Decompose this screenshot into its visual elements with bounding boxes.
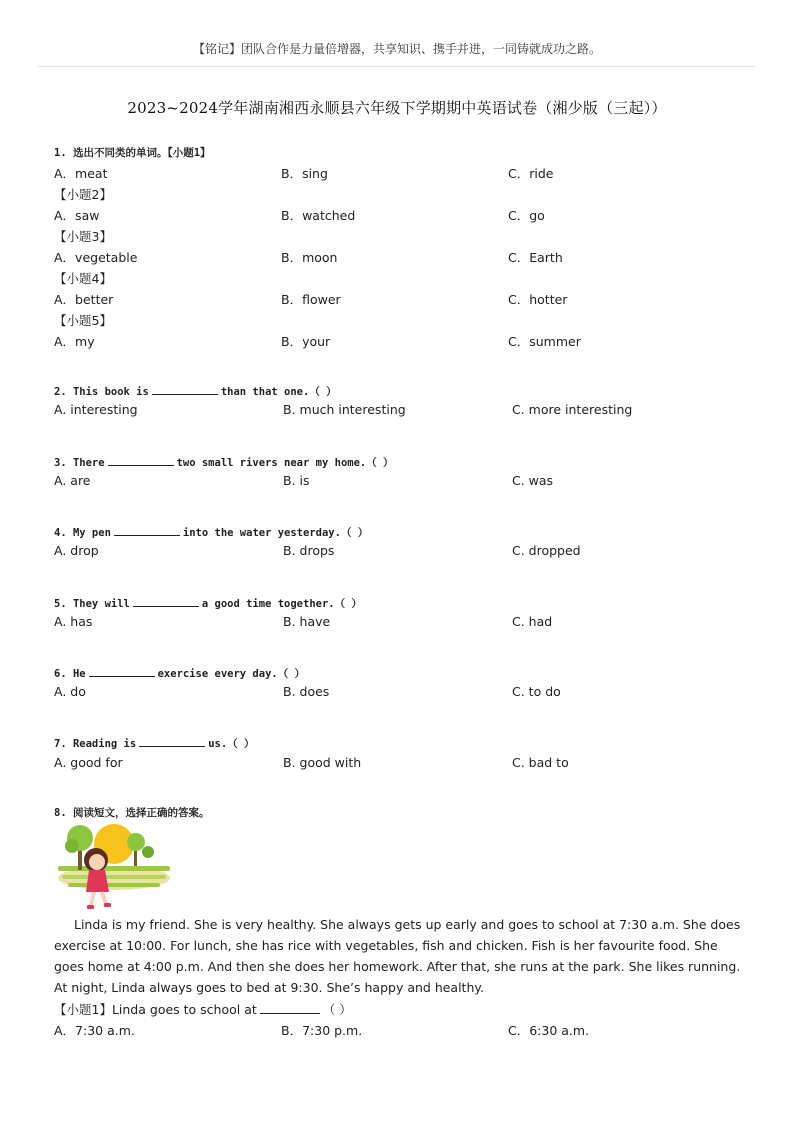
- q2-options: [0, 402, 794, 418]
- answer-blank: [133, 595, 199, 607]
- q3-options: [0, 473, 794, 489]
- tree-crown: [65, 839, 79, 853]
- q1-group-3-options: [0, 248, 794, 264]
- option-a[interactable]: A．my: [54, 334, 95, 349]
- q5-options: [0, 614, 794, 630]
- question-6-stem: [54, 665, 305, 681]
- option-b[interactable]: B. have: [283, 614, 331, 629]
- question-1-stem: 1. 选出不同类的单词。【小题1】: [54, 147, 211, 159]
- option-c[interactable]: C. more interesting: [512, 402, 633, 417]
- option-c[interactable]: C．6:30 a.m.: [508, 1023, 590, 1038]
- option-a[interactable]: A. interesting: [54, 402, 138, 417]
- option-a[interactable]: A．vegetable: [54, 250, 138, 265]
- page-title: 2023~2024学年湖南湘西永顺县六年级下学期期中英语试卷（湘少版（三起））: [127, 99, 667, 117]
- q6-options: [0, 684, 794, 700]
- page-header: 【铭记】团队合作是力量倍增器，共享知识、携手并进，一同铸就成功之路。: [192, 42, 601, 56]
- girl-shoe: [104, 903, 111, 907]
- q8-subquestion-1-options: [0, 1021, 794, 1037]
- answer-blank: [139, 735, 205, 747]
- header-divider: [38, 66, 756, 67]
- reading-passage: Linda is my friend. She is very healthy. She always gets up early and goes to school at 7:30 a.m. She does exercise at 10:00. For lunch, she has rice with vegetables, fish and chicken. Fish is her favourite food. She goes home at 4:00 p.m. And then she does her homework. After that, she runs at the park. She likes running. At night, Linda always goes to bed at 9:30. She’s happy and healthy.: [54, 917, 741, 995]
- option-c[interactable]: C. dropped: [512, 543, 581, 558]
- option-c[interactable]: C．go: [508, 208, 545, 223]
- question-4-text-end: into the water yesterday.（ ）: [182, 527, 369, 539]
- q1-group-1-options: [0, 164, 794, 180]
- option-c[interactable]: C．hotter: [508, 292, 568, 307]
- question-6-text-end: exercise every day.（ ）: [157, 668, 306, 680]
- question-2-text-end: than that one.（ ）: [220, 386, 337, 398]
- question-7-stem: [54, 735, 254, 751]
- option-b[interactable]: B. drops: [283, 543, 335, 558]
- option-b[interactable]: B．watched: [281, 208, 356, 223]
- question-4-stem: [54, 524, 368, 540]
- answer-blank: [108, 454, 174, 466]
- option-b[interactable]: B．7:30 p.m.: [281, 1023, 363, 1038]
- q1-subquestion-3-label: 【小题3】: [54, 229, 112, 244]
- option-c[interactable]: C. was: [512, 473, 554, 488]
- q8-subquestion-1-stem: [54, 1000, 352, 1018]
- question-5-stem: [54, 595, 362, 611]
- girl-in-park-illustration: [56, 822, 172, 912]
- question-7-text: 7. Reading is: [54, 738, 137, 750]
- q1-subquestion-5-label: 【小题5】: [54, 313, 112, 328]
- grass-stripe: [58, 866, 170, 871]
- girl-shoe: [87, 905, 94, 909]
- q1-group-2-options: [0, 206, 794, 222]
- q1-group-4-options: [0, 290, 794, 306]
- option-b[interactable]: B. is: [283, 473, 310, 488]
- girl-dress: [86, 870, 109, 892]
- q8-subquestion-1-text: 【小题1】Linda goes to school at: [54, 1002, 257, 1017]
- question-8-stem: 8. 阅读短文，选择正确的答案。: [54, 807, 210, 819]
- option-a[interactable]: A. good for: [54, 755, 123, 770]
- option-b[interactable]: B. does: [283, 684, 330, 699]
- question-3-stem: [54, 454, 394, 470]
- option-b[interactable]: B．moon: [281, 250, 338, 265]
- option-a[interactable]: A．7:30 a.m.: [54, 1023, 135, 1038]
- girl-face: [89, 854, 105, 870]
- option-b[interactable]: B．sing: [281, 166, 328, 181]
- option-c[interactable]: C．summer: [508, 334, 581, 349]
- question-4-text: 4. My pen: [54, 527, 111, 539]
- q8-subquestion-1-paren: （ ）: [322, 1002, 352, 1017]
- question-2-stem: [54, 383, 337, 399]
- option-c[interactable]: C．Earth: [508, 250, 563, 265]
- option-c[interactable]: C. to do: [512, 684, 561, 699]
- question-3-text: 3. There: [54, 457, 105, 469]
- q1-subquestion-2-label: 【小题2】: [54, 187, 112, 202]
- q7-options: [0, 755, 794, 771]
- question-3-text-end: two small rivers near my home.（ ）: [176, 457, 394, 469]
- option-b[interactable]: B. much interesting: [283, 402, 406, 417]
- option-a[interactable]: A．saw: [54, 208, 100, 223]
- question-5-text-end: a good time together.（ ）: [201, 598, 362, 610]
- option-c[interactable]: C．ride: [508, 166, 554, 181]
- question-5-text: 5. They will: [54, 598, 130, 610]
- option-b[interactable]: B. good with: [283, 755, 362, 770]
- option-a[interactable]: A. has: [54, 614, 93, 629]
- q1-group-5-options: [0, 332, 794, 348]
- option-a[interactable]: A. are: [54, 473, 91, 488]
- answer-blank: [89, 665, 155, 677]
- question-6-text: 6. He: [54, 668, 86, 680]
- tree-crown: [142, 846, 154, 858]
- option-a[interactable]: A. do: [54, 684, 86, 699]
- option-a[interactable]: A. drop: [54, 543, 99, 558]
- option-a[interactable]: A．meat: [54, 166, 108, 181]
- grass-stripe: [62, 875, 166, 879]
- answer-blank: [114, 524, 180, 536]
- answer-blank: [152, 383, 218, 395]
- question-2-text: 2. This book is: [54, 386, 149, 398]
- option-a[interactable]: A．better: [54, 292, 114, 307]
- option-c[interactable]: C. bad to: [512, 755, 569, 770]
- q1-subquestion-4-label: 【小题4】: [54, 271, 112, 286]
- question-7-text-end: us.（ ）: [208, 738, 255, 750]
- girl-leg: [89, 892, 96, 907]
- answer-blank: [260, 1002, 320, 1014]
- tree-crown: [127, 833, 145, 851]
- option-b[interactable]: B．your: [281, 334, 331, 349]
- grass-stripe: [68, 883, 160, 887]
- q4-options: [0, 543, 794, 559]
- option-c[interactable]: C. had: [512, 614, 553, 629]
- option-b[interactable]: B．flower: [281, 292, 341, 307]
